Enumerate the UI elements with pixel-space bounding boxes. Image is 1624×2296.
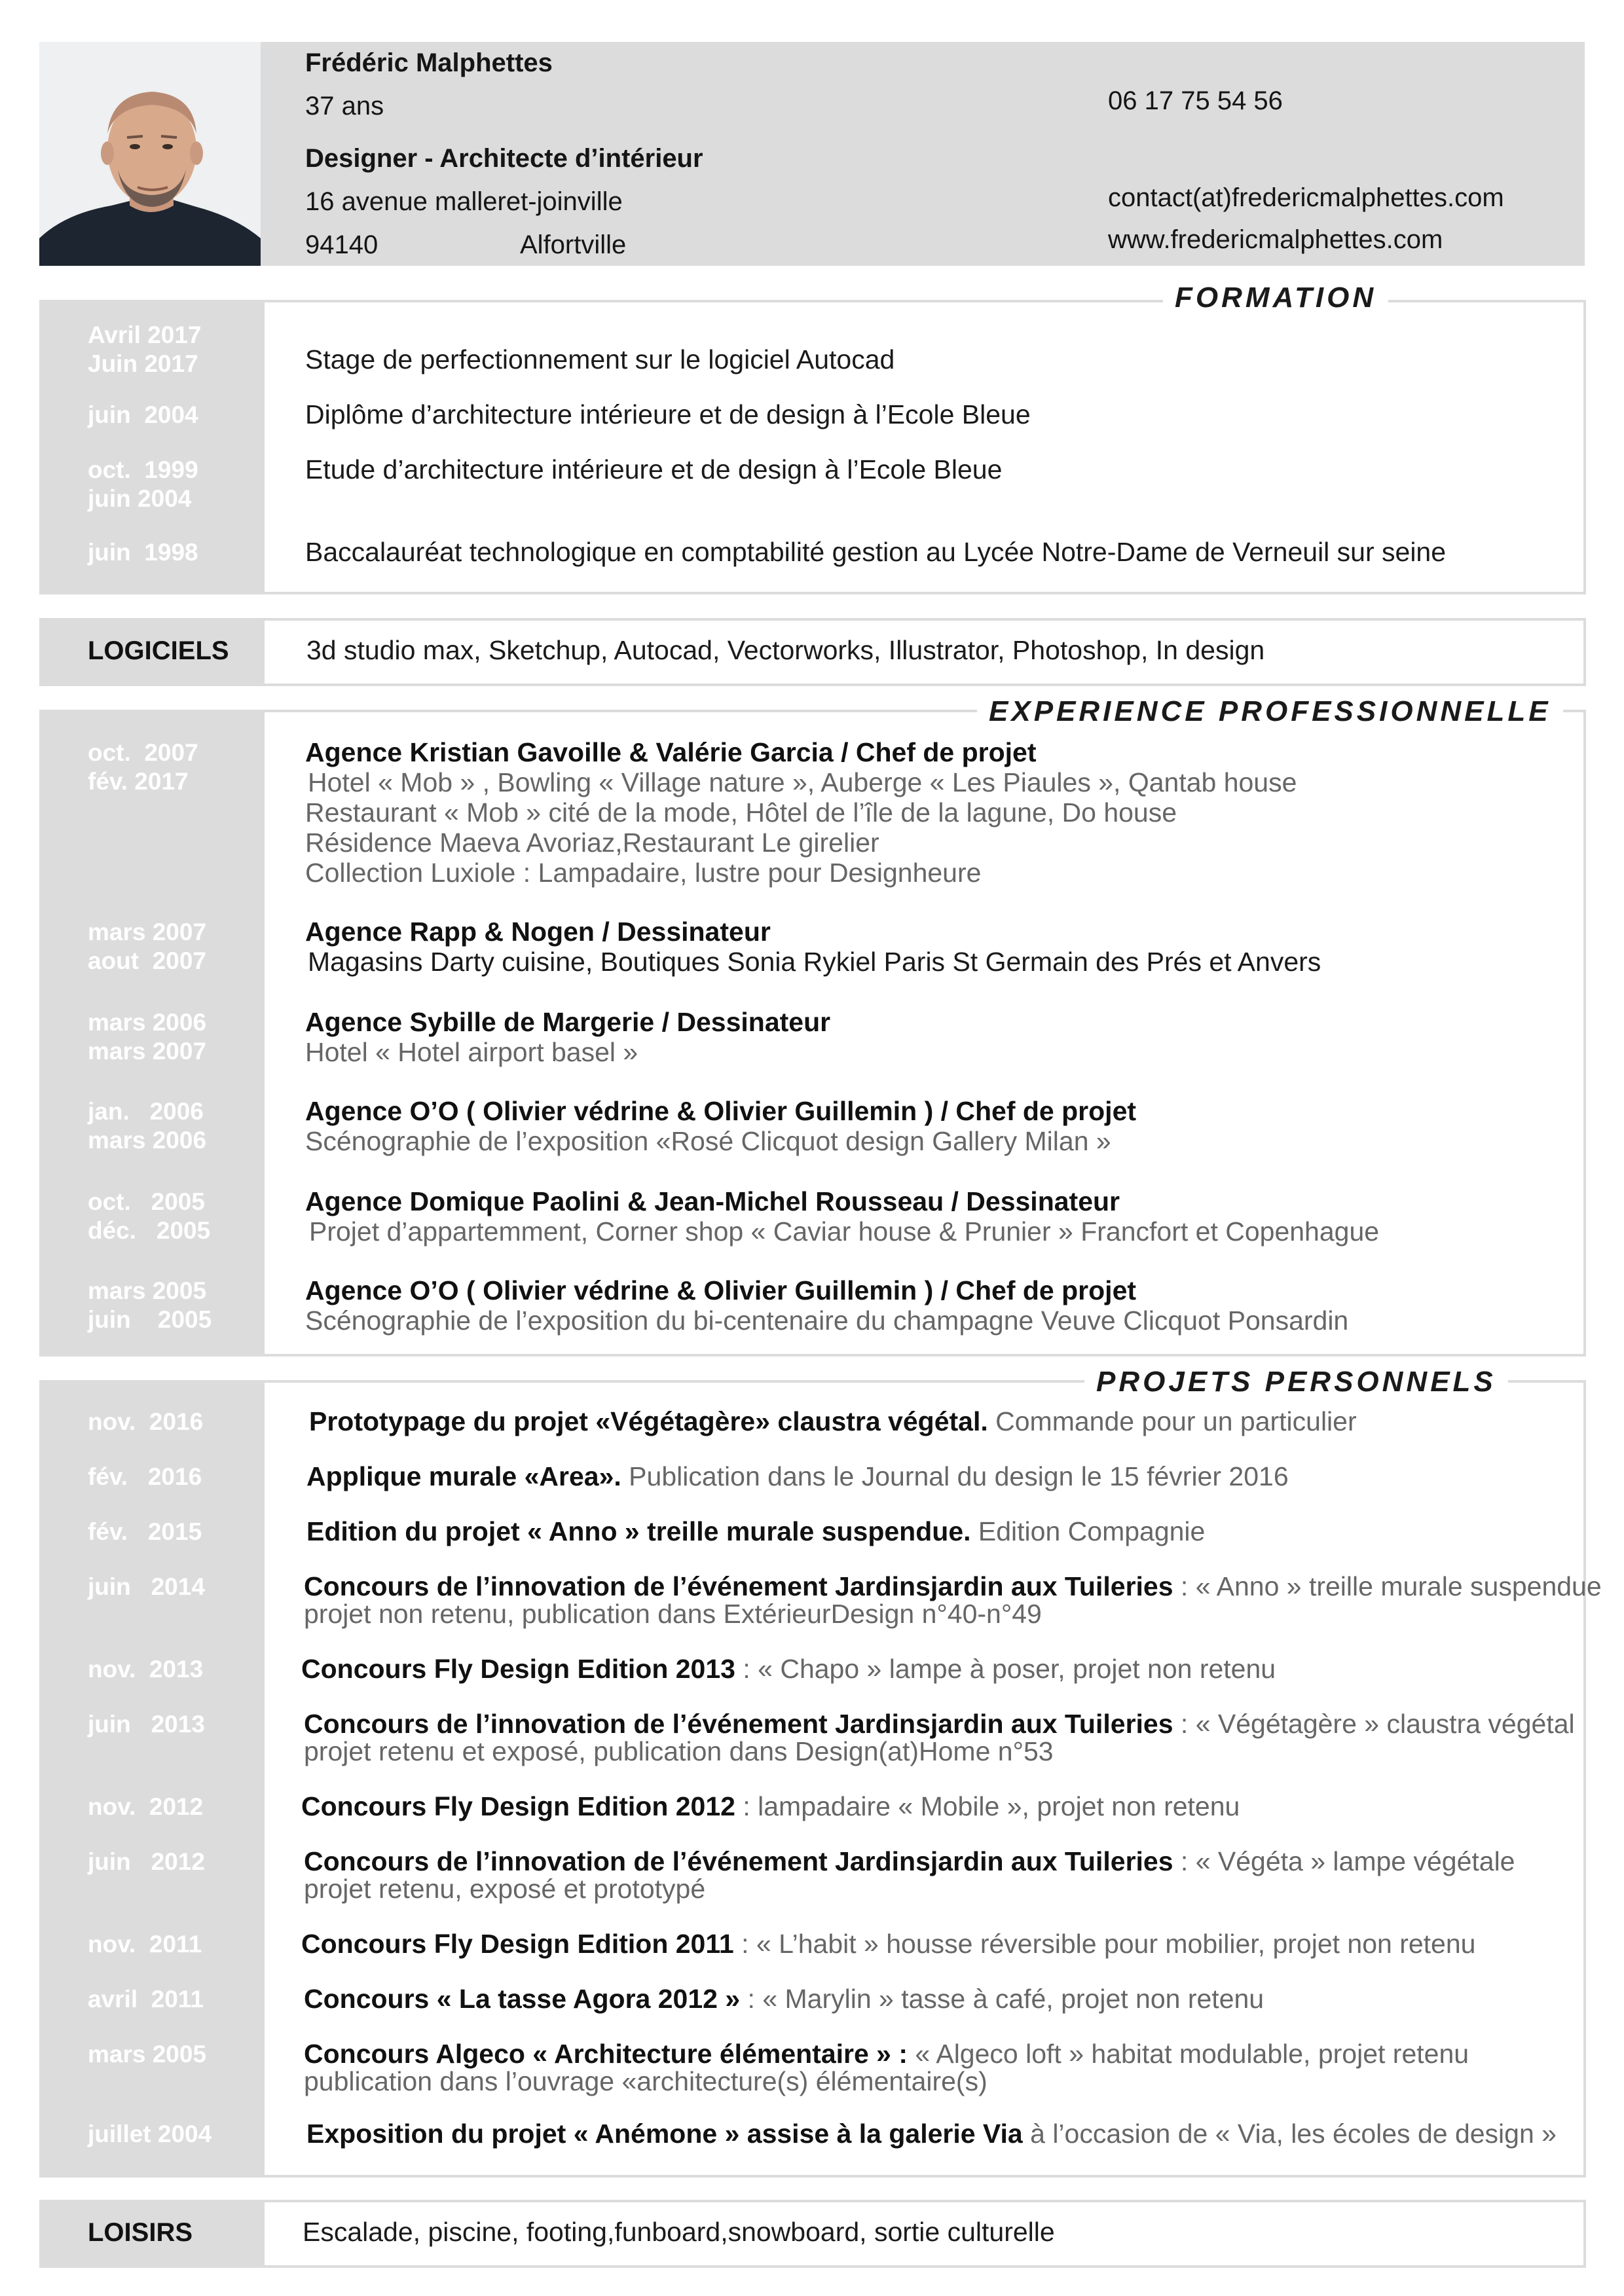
logiciels-list: 3d studio max, Sketchup, Autocad, Vectorworks, Illustrator, Photoshop, In design [306, 635, 1265, 665]
project-entry [309, 1406, 1357, 1436]
project-description: : « Anno » treille murale suspendue [1173, 1571, 1602, 1601]
experience-detail: Collection Luxiole : Lampadaire, lustre pour Designheure [305, 858, 982, 888]
project-title: Edition du projet « Anno » treille murale suspendue. [306, 1516, 971, 1546]
project-date: nov. 2012 [88, 1793, 204, 1820]
project-description: « Algeco loft » habitat modulable, projet retenu [908, 2039, 1469, 2069]
project-date: juillet 2004 [88, 2121, 212, 2147]
formation-date: juin 2004 [88, 401, 198, 428]
email-address[interactable]: contact(at)fredericmalphettes.com [1108, 183, 1504, 212]
logiciels-label: LOGICIELS [88, 636, 229, 665]
project-title: Applique murale «Area». [306, 1461, 621, 1491]
project-date: nov. 2011 [88, 1931, 202, 1958]
project-date: juin 2014 [88, 1573, 205, 1600]
project-title: Concours Fly Design Edition 2013 [301, 1654, 735, 1684]
project-description: Commande pour un particulier [987, 1406, 1357, 1436]
candidate-name: Frédéric Malphettes [305, 48, 553, 77]
project-date: fév. 2015 [88, 1518, 202, 1545]
project-description: : « Marylin » tasse à café, projet non retenu [740, 1984, 1264, 2014]
candidate-age: 37 ans [305, 92, 384, 120]
job-title: Designer - Architecte d’intérieur [305, 144, 703, 173]
formation-date: oct. 1999 juin 2004 [88, 456, 198, 512]
experience-title: Agence O’O ( Olivier védrine & Olivier Guillemin ) / Chef de projet [305, 1275, 1137, 1305]
formation-entry: Baccalauréat technologique en comptabilité gestion au Lycée Notre-Dame de Verneuil sur seine [305, 537, 1447, 567]
project-date: nov. 2016 [88, 1408, 204, 1435]
formation-entry: Etude d’architecture intérieure et de design à l’Ecole Bleue [305, 454, 1003, 484]
portrait-illustration [39, 42, 261, 266]
experience-date: mars 2007 aout 2007 [88, 919, 207, 974]
experience-heading: EXPERIENCE PROFESSIONNELLE [977, 695, 1563, 728]
formation-date: juin 1998 [88, 539, 198, 566]
loisirs-list: Escalade, piscine, footing,funboard,snowboard, sortie culturelle [303, 2217, 1055, 2247]
experience-title: Agence Sybille de Margerie / Dessinateur [305, 1007, 831, 1037]
project-description: : « Végétagère » claustra végétal [1173, 1709, 1575, 1739]
experience-title: Agence Rapp & Nogen / Dessinateur [305, 917, 771, 947]
experience-date: jan. 2006 mars 2006 [88, 1098, 207, 1154]
project-date: nov. 2013 [88, 1656, 204, 1683]
formation-heading: FORMATION [1163, 282, 1388, 314]
project-description: à l’occasion de « Via, les écoles de design » [1022, 2119, 1557, 2149]
project-title: Concours de l’innovation de l’événement Jardinsjardin aux Tuileries [304, 1709, 1173, 1739]
project-title: Prototypage du projet «Végétagère» claustra végétal. [309, 1406, 988, 1436]
project-detail: projet retenu et exposé, publication dans Design(at)Home n°53 [304, 1736, 1054, 1766]
project-date: avril 2011 [88, 1986, 204, 2013]
experience-detail: Scénographie de l’exposition «Rosé Clicquot design Gallery Milan » [305, 1126, 1111, 1156]
project-entry [301, 1791, 1240, 1821]
project-entry [304, 1571, 1602, 1601]
project-description: : lampadaire « Mobile », projet non retenu [735, 1791, 1240, 1821]
experience-detail: Magasins Darty cuisine, Boutiques Sonia Rykiel Paris St Germain des Prés et Anvers [308, 947, 1321, 977]
experience-detail: Hotel « Mob » , Bowling « Village nature », Auberge « Les Piaules », Qantab house [308, 767, 1297, 797]
phone-number: 06 17 75 54 56 [1108, 86, 1283, 115]
project-detail: publication dans l’ouvrage «architecture(s) élémentaire(s) [304, 2066, 987, 2096]
address-street: 16 avenue malleret-joinville [305, 187, 623, 216]
experience-detail: Restaurant « Mob » cité de la mode, Hôtel de l’île de la lagune, Do house [305, 797, 1177, 828]
project-title: Concours Algeco « Architecture élémentaire » : [304, 2039, 908, 2069]
experience-date: mars 2006 mars 2007 [88, 1009, 207, 1065]
project-description: : « L’habit » housse réversible pour mobilier, projet non retenu [733, 1929, 1476, 1959]
experience-title: Agence Domique Paolini & Jean-Michel Rousseau / Dessinateur [305, 1186, 1120, 1216]
experience-detail: Hotel « Hotel airport basel » [305, 1037, 638, 1067]
project-date: fév. 2016 [88, 1463, 202, 1490]
project-entry [304, 1709, 1575, 1739]
experience-date: oct. 2007 fév. 2017 [88, 739, 198, 795]
profile-photo [39, 42, 261, 266]
project-title: Exposition du projet « Anémone » assise à la galerie Via [306, 2119, 1023, 2149]
formation-entry: Diplôme d’architecture intérieure et de design à l’Ecole Bleue [305, 399, 1031, 429]
project-description: : « Chapo » lampe à poser, projet non retenu [735, 1654, 1276, 1684]
experience-title: Agence Kristian Gavoille & Valérie Garcia / Chef de projet [305, 737, 1037, 767]
project-description: : « Végéta » lampe végétale [1173, 1846, 1515, 1876]
loisirs-label: LOISIRS [88, 2218, 193, 2247]
website-link[interactable]: www.fredericmalphettes.com [1108, 225, 1443, 254]
project-title: Concours Fly Design Edition 2011 [301, 1929, 734, 1959]
experience-date: oct. 2005 déc. 2005 [88, 1188, 211, 1244]
project-detail: projet non retenu, publication dans ExtérieurDesign n°40-n°49 [304, 1599, 1042, 1629]
formation-date: Avril 2017 Juin 2017 [88, 321, 202, 377]
address-postal-code: 94140 [305, 230, 378, 259]
projets-heading: PROJETS PERSONNELS [1084, 1366, 1508, 1398]
experience-detail: Résidence Maeva Avoriaz,Restaurant Le girelier [305, 828, 879, 858]
project-date: juin 2013 [88, 1711, 205, 1738]
project-title: Concours de l’innovation de l’événement Jardinsjardin aux Tuileries [304, 1571, 1173, 1601]
experience-detail: Scénographie de l’exposition du bi-centenaire du champagne Veuve Clicquot Ponsardin [305, 1305, 1349, 1336]
project-description: Edition Compagnie [970, 1516, 1206, 1546]
project-title: Concours de l’innovation de l’événement Jardinsjardin aux Tuileries [304, 1846, 1173, 1876]
project-entry [304, 2039, 1469, 2069]
project-detail: projet retenu, exposé et prototypé [304, 1874, 706, 1904]
project-entry [304, 1846, 1515, 1876]
address-city: Alfortville [520, 230, 627, 259]
project-title: Concours Fly Design Edition 2012 [301, 1791, 735, 1821]
project-entry [306, 1516, 1205, 1546]
experience-date: mars 2005 juin 2005 [88, 1277, 212, 1333]
experience-detail: Projet d’appartemment, Corner shop « Caviar house & Prunier » Francfort et Copenhague [309, 1216, 1380, 1247]
project-entry [306, 1461, 1289, 1491]
formation-entry: Stage de perfectionnement sur le logiciel Autocad [305, 344, 895, 374]
project-entry [304, 1984, 1264, 2014]
project-entry [301, 1929, 1475, 1959]
project-title: Concours « La tasse Agora 2012 » [304, 1984, 741, 2014]
project-date: mars 2005 [88, 2041, 207, 2068]
project-entry [306, 2119, 1557, 2149]
project-entry [301, 1654, 1276, 1684]
experience-title: Agence O’O ( Olivier védrine & Olivier Guillemin ) / Chef de projet [305, 1096, 1137, 1126]
project-date: juin 2012 [88, 1848, 205, 1875]
project-description: Publication dans le Journal du design le 15 février 2016 [621, 1461, 1289, 1491]
